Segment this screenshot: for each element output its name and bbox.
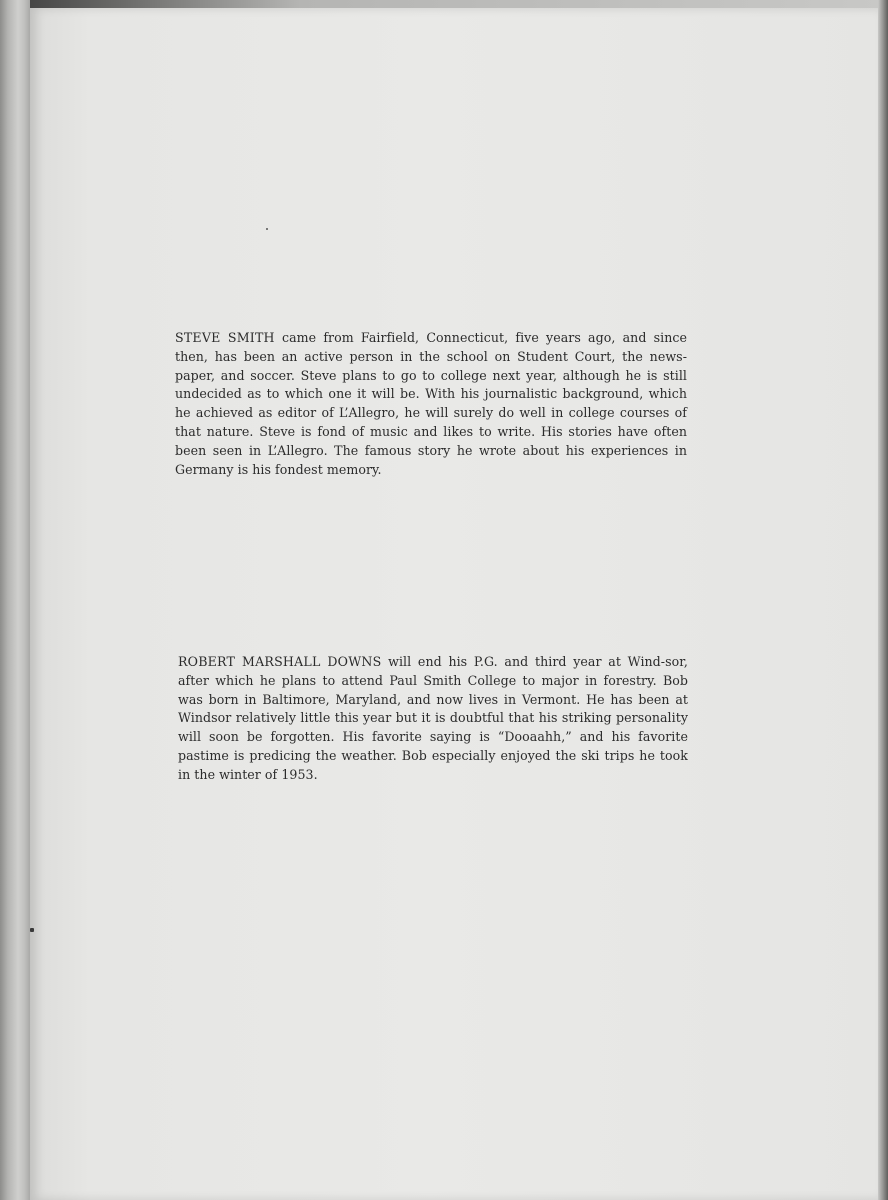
bio-name: STEVE SMITH [175,330,275,345]
bio-text: will end his P.G. and third year at Wind-sor, after which he plans to attend Paul Smith College to major in forestry. Bob was born in Baltimore, Maryland, and now lives in Vermont. He has been at Windsor relatively little this year but it is doubtful that his striking personality will soon be forgotten. His favorite saying is “Dooaahh,” and his favorite pastime is predicing the weather. Bob especially enjoyed the ski trips he took in the winter of 1953. [178,654,688,782]
page-right-edge [878,0,888,1200]
paper-speck [266,228,268,230]
book-spine-gutter [0,0,30,1200]
paper-page [30,8,878,1200]
page-top-edge [0,0,888,8]
bio-text: came from Fairfield, Connecticut, five years ago, and since then, has been an active person in the school on Student Court, the news-paper, and soccer. Steve plans to go to college next year, although he is still undecided as to which one it will be. With his journalistic background, which he achieved as editor of L’Allegro, he will surely do well in college courses of that nature. Steve is fond of music and likes to write. His stories have often been seen in L’Allegro. The famous story he wrote about his experiences in Germany is his fondest memory. [175,330,688,477]
bio-name: ROBERT MARSHALL DOWNS [178,654,382,669]
paper-speck [30,928,34,932]
bio-steve-smith [175,329,687,479]
bio-robert-marshall-downs [178,653,688,785]
